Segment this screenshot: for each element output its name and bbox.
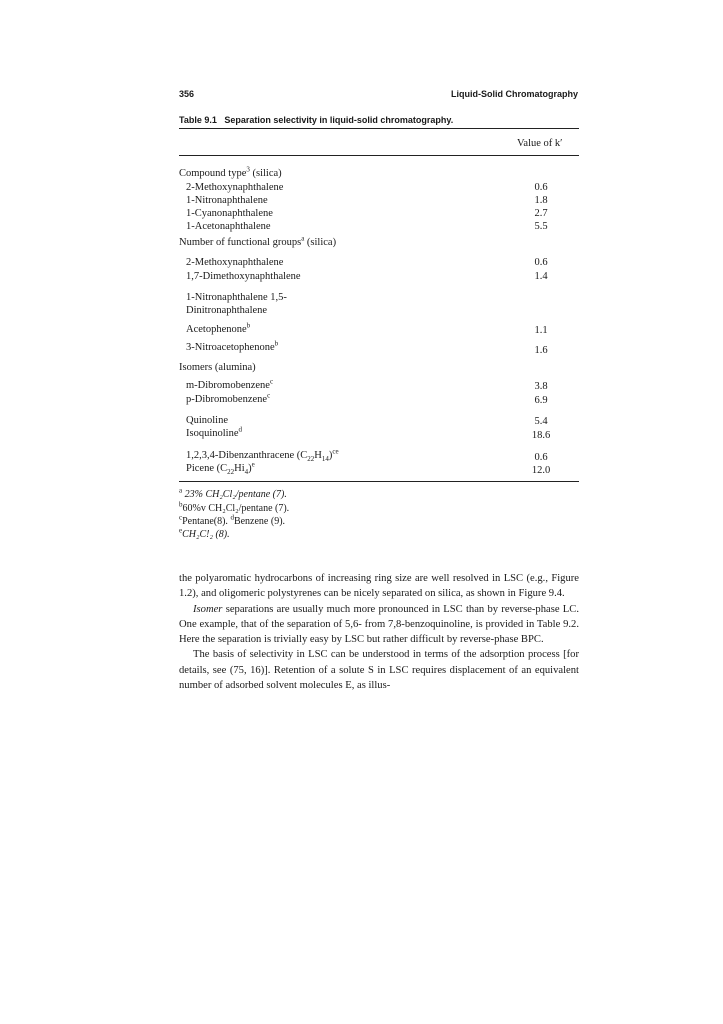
page-number: 356 xyxy=(179,89,195,99)
table-row-label: 3-Nitroacetophenone$^b$ xyxy=(186,339,279,353)
table-row-label: Isoquinoline$^d$ xyxy=(186,425,242,439)
table-row-label: 1-Acetonaphthalene xyxy=(186,221,271,232)
table-row-label: 2-Methoxynaphthalene xyxy=(186,182,284,193)
table-bottom-rule xyxy=(179,481,579,482)
table-row-value: 3.8 xyxy=(534,381,548,392)
table-row-value: 6.9 xyxy=(534,395,548,406)
italic-lead: Isomer xyxy=(193,603,223,615)
table-row-value: 0.6 xyxy=(534,257,548,268)
table-row-label: Picene $(C_{22}Hi_4)^e$ xyxy=(186,460,255,477)
table-row-label: 2-Methoxynaphthalene xyxy=(186,257,284,268)
group-title: Compound type$^3$ (silica) xyxy=(179,165,282,179)
group-title: Number of functional groups$^a$ (silica) xyxy=(179,234,337,248)
group-title: Isomers (alumina) xyxy=(179,362,256,373)
footnote: $^a$ 23% CH₂Cl₂/pentane (7). xyxy=(179,486,287,500)
table-row-label: 1,7-Dimethoxynaphthalene xyxy=(186,271,301,282)
table-row-label: 1-Nitronaphthalene xyxy=(186,195,268,206)
table-title: Separation selectivity in liquid-solid chromatography. xyxy=(224,115,454,125)
table-row-value: 5.5 xyxy=(534,221,548,232)
table-row-label: Acetophenone$^b$ xyxy=(186,321,251,335)
table-label: Table 9.1 xyxy=(179,115,217,125)
paragraph: Isomer separations are usually much more pronounced in LSC than by reverse-phase LC. One example, that of the separation of 5,6- from 7,8-benzoquinoline, is provided in Table 9.2. Here the separation is trivially easy by LSC but rather difficult by reverse-phase BPC. xyxy=(179,603,579,646)
table-row-value: 1.8 xyxy=(534,195,548,206)
table-row-value: 2.7 xyxy=(534,208,548,219)
footnote: $^c$Pentane(8). $^d$Benzene (9). xyxy=(179,513,286,527)
table-row-value: 0.6 xyxy=(534,182,548,193)
table-row-value: 1.4 xyxy=(534,271,548,282)
table-caption xyxy=(179,115,453,125)
table-header-rule xyxy=(179,155,579,156)
paragraph: the polyaromatic hydrocarbons of increasing ring size are well resolved in LSC (e.g., Figure 1.2), and oligomeric polystyrenes can be nicely separated on silica, as shown in Figure 9.4. xyxy=(179,573,579,600)
table-row-label: m-Dibromobenzene$^c$ xyxy=(186,377,274,391)
table-row-value: 5.4 xyxy=(534,416,548,427)
table-row-label: p-Dibromobenzene$^c$ xyxy=(186,391,271,405)
table-row-value: 0.6 xyxy=(534,452,548,463)
table-row-value: 18.6 xyxy=(531,430,551,441)
table-row-label: 1-Cyanonaphthalene xyxy=(186,208,273,219)
table-top-rule xyxy=(179,128,579,129)
table-row-label: 1-Nitronaphthalene 1,5- xyxy=(186,292,287,303)
table-row-label: 1,2,3,4-Dibenzanthracene $(C_{22}H_{14})^{ce}$ xyxy=(186,447,339,464)
running-title: Liquid-Solid Chromatography xyxy=(451,89,578,99)
paragraph: The basis of selectivity in LSC can be understood in terms of the adsorption process [for details, see (75, 16)]. Retention of a solute S in LSC requires displacement of an equivalent number of adsorbed solvent molecules E, as illus- xyxy=(179,649,579,692)
table-row-value: 1.1 xyxy=(534,325,548,336)
footnote: $^b$60%v CH₂Cl₂/pentane (7). xyxy=(179,500,290,514)
table-row-label: Dinitronaphthalene xyxy=(186,305,268,316)
table-row-value: 12.0 xyxy=(531,465,551,476)
value-column-header: Value of k′ xyxy=(517,138,563,149)
table-row-value: 1.6 xyxy=(534,345,548,356)
footnote: $^e$CH₂C!₂ (8). xyxy=(179,526,230,540)
table-row-label: Quinoline xyxy=(186,415,228,426)
body-text xyxy=(179,571,579,693)
